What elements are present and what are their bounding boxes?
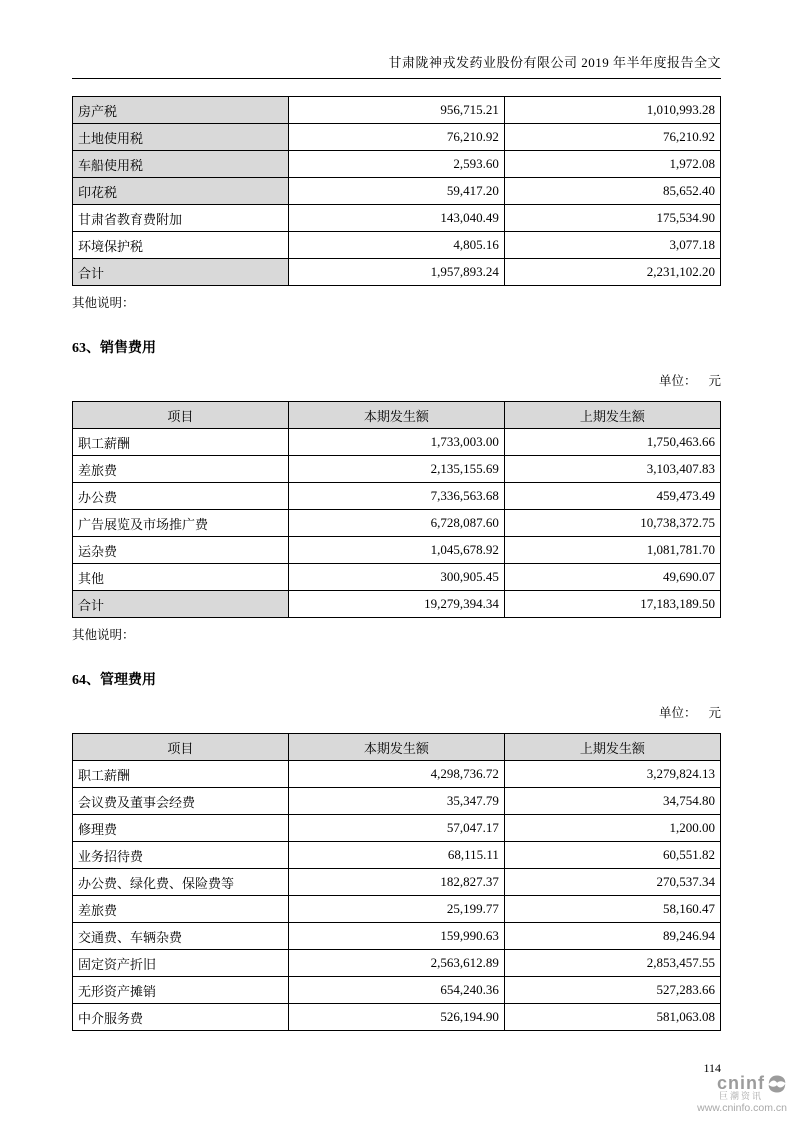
cninfo-watermark bbox=[697, 1074, 787, 1114]
cninfo-url: www.cninfo.com.cn bbox=[697, 1101, 787, 1114]
current-amount-cell: 4,298,736.72 bbox=[288, 761, 504, 788]
current-amount-cell: 4,805.16 bbox=[288, 232, 504, 259]
table-row bbox=[73, 151, 721, 178]
row-label-cell: 办公费 bbox=[73, 483, 289, 510]
unit-value: 元 bbox=[708, 706, 721, 720]
tax-surcharges-table bbox=[72, 96, 721, 286]
row-label-cell: 业务招待费 bbox=[73, 842, 289, 869]
unit-line-63 bbox=[72, 371, 721, 389]
row-label-cell: 职工薪酬 bbox=[73, 429, 289, 456]
prior-amount-cell: 1,010,993.28 bbox=[504, 97, 720, 124]
table-row bbox=[73, 896, 721, 923]
table-row bbox=[73, 510, 721, 537]
table-row bbox=[73, 178, 721, 205]
prior-amount-cell: 10,738,372.75 bbox=[504, 510, 720, 537]
prior-amount-cell: 2,231,102.20 bbox=[504, 259, 720, 286]
prior-amount-cell: 270,537.34 bbox=[504, 869, 720, 896]
current-amount-cell: 159,990.63 bbox=[288, 923, 504, 950]
prior-amount-cell: 76,210.92 bbox=[504, 124, 720, 151]
prior-amount-cell: 3,103,407.83 bbox=[504, 456, 720, 483]
row-label-cell: 运杂费 bbox=[73, 537, 289, 564]
column-header-item: 项目 bbox=[73, 402, 289, 429]
column-header-prior: 上期发生额 bbox=[504, 734, 720, 761]
prior-amount-cell: 3,077.18 bbox=[504, 232, 720, 259]
cninfo-brand-text: cninf bbox=[717, 1073, 765, 1094]
table-header-row bbox=[73, 402, 721, 429]
row-label-cell: 交通费、车辆杂费 bbox=[73, 923, 289, 950]
row-label-cell: 土地使用税 bbox=[73, 124, 289, 151]
table-row bbox=[73, 456, 721, 483]
unit-label: 单位： bbox=[658, 706, 697, 720]
section-63-title: 63、销售费用 bbox=[72, 341, 156, 356]
current-amount-cell: 6,728,087.60 bbox=[288, 510, 504, 537]
table-row bbox=[73, 815, 721, 842]
page-number: 114 bbox=[703, 1061, 721, 1075]
table-row bbox=[73, 923, 721, 950]
current-amount-cell: 182,827.37 bbox=[288, 869, 504, 896]
table-row bbox=[73, 977, 721, 1004]
prior-amount-cell: 85,652.40 bbox=[504, 178, 720, 205]
row-label-cell: 无形资产摊销 bbox=[73, 977, 289, 1004]
table-row bbox=[73, 97, 721, 124]
current-amount-cell: 2,135,155.69 bbox=[288, 456, 504, 483]
prior-amount-cell: 3,279,824.13 bbox=[504, 761, 720, 788]
other-note: 其他说明： bbox=[72, 296, 135, 310]
prior-amount-cell: 34,754.80 bbox=[504, 788, 720, 815]
document-header bbox=[72, 0, 721, 79]
current-amount-cell: 526,194.90 bbox=[288, 1004, 504, 1031]
row-label-cell: 甘肃省教育费附加 bbox=[73, 205, 289, 232]
table-row bbox=[73, 564, 721, 591]
table-row bbox=[73, 1004, 721, 1031]
current-amount-cell: 19,279,394.34 bbox=[288, 591, 504, 618]
row-label-cell: 修理费 bbox=[73, 815, 289, 842]
prior-amount-cell: 17,183,189.50 bbox=[504, 591, 720, 618]
column-header-prior: 上期发生额 bbox=[504, 402, 720, 429]
prior-amount-cell: 2,853,457.55 bbox=[504, 950, 720, 977]
current-amount-cell: 1,733,003.00 bbox=[288, 429, 504, 456]
prior-amount-cell: 581,063.08 bbox=[504, 1004, 720, 1031]
table-header-row bbox=[73, 734, 721, 761]
row-label-cell: 差旅费 bbox=[73, 456, 289, 483]
current-amount-cell: 300,905.45 bbox=[288, 564, 504, 591]
current-amount-cell: 143,040.49 bbox=[288, 205, 504, 232]
table-row bbox=[73, 483, 721, 510]
prior-amount-cell: 58,160.47 bbox=[504, 896, 720, 923]
current-amount-cell: 68,115.11 bbox=[288, 842, 504, 869]
current-amount-cell: 57,047.17 bbox=[288, 815, 504, 842]
current-amount-cell: 654,240.36 bbox=[288, 977, 504, 1004]
current-amount-cell: 25,199.77 bbox=[288, 896, 504, 923]
current-amount-cell: 2,593.60 bbox=[288, 151, 504, 178]
table-row bbox=[73, 591, 721, 618]
current-amount-cell: 76,210.92 bbox=[288, 124, 504, 151]
row-label-cell: 车船使用税 bbox=[73, 151, 289, 178]
prior-amount-cell: 49,690.07 bbox=[504, 564, 720, 591]
current-amount-cell: 1,045,678.92 bbox=[288, 537, 504, 564]
prior-amount-cell: 1,750,463.66 bbox=[504, 429, 720, 456]
table-row bbox=[73, 429, 721, 456]
page-content bbox=[72, 0, 721, 1076]
selling-expenses-table bbox=[72, 401, 721, 618]
unit-label: 单位： bbox=[658, 374, 697, 388]
row-label-cell: 房产税 bbox=[73, 97, 289, 124]
unit-value: 元 bbox=[708, 374, 721, 388]
other-note: 其他说明： bbox=[72, 628, 135, 642]
prior-amount-cell: 89,246.94 bbox=[504, 923, 720, 950]
row-label-cell: 广告展览及市场推广费 bbox=[73, 510, 289, 537]
prior-amount-cell: 175,534.90 bbox=[504, 205, 720, 232]
row-label-cell: 合计 bbox=[73, 591, 289, 618]
row-label-cell: 印花税 bbox=[73, 178, 289, 205]
column-header-current: 本期发生额 bbox=[288, 734, 504, 761]
column-header-current: 本期发生额 bbox=[288, 402, 504, 429]
prior-amount-cell: 1,972.08 bbox=[504, 151, 720, 178]
current-amount-cell: 59,417.20 bbox=[288, 178, 504, 205]
prior-amount-cell: 527,283.66 bbox=[504, 977, 720, 1004]
table-row bbox=[73, 537, 721, 564]
table-row bbox=[73, 950, 721, 977]
prior-amount-cell: 1,081,781.70 bbox=[504, 537, 720, 564]
current-amount-cell: 35,347.79 bbox=[288, 788, 504, 815]
section-64-title: 64、管理费用 bbox=[72, 673, 156, 688]
table-row bbox=[73, 232, 721, 259]
unit-line-64 bbox=[72, 703, 721, 721]
table-row bbox=[73, 124, 721, 151]
row-label-cell: 环境保护税 bbox=[73, 232, 289, 259]
table-row bbox=[73, 869, 721, 896]
row-label-cell: 差旅费 bbox=[73, 896, 289, 923]
table-row bbox=[73, 761, 721, 788]
table-row bbox=[73, 788, 721, 815]
current-amount-cell: 1,957,893.24 bbox=[288, 259, 504, 286]
row-label-cell: 办公费、绿化费、保险费等 bbox=[73, 869, 289, 896]
header-title: 甘肃陇神戎发药业股份有限公司 2019 年半年度报告全文 bbox=[388, 55, 721, 70]
column-header-item: 项目 bbox=[73, 734, 289, 761]
row-label-cell: 固定资产折旧 bbox=[73, 950, 289, 977]
cninfo-chinese-name: 巨潮资讯 bbox=[718, 1090, 763, 1101]
cninfo-swirl-icon bbox=[767, 1074, 787, 1094]
row-label-cell: 其他 bbox=[73, 564, 289, 591]
row-label-cell: 会议费及董事会经费 bbox=[73, 788, 289, 815]
current-amount-cell: 7,336,563.68 bbox=[288, 483, 504, 510]
current-amount-cell: 956,715.21 bbox=[288, 97, 504, 124]
row-label-cell: 中介服务费 bbox=[73, 1004, 289, 1031]
prior-amount-cell: 1,200.00 bbox=[504, 815, 720, 842]
admin-expenses-table bbox=[72, 733, 721, 1031]
prior-amount-cell: 60,551.82 bbox=[504, 842, 720, 869]
table-row bbox=[73, 205, 721, 232]
table-row bbox=[73, 259, 721, 286]
table-row bbox=[73, 842, 721, 869]
current-amount-cell: 2,563,612.89 bbox=[288, 950, 504, 977]
row-label-cell: 职工薪酬 bbox=[73, 761, 289, 788]
row-label-cell: 合计 bbox=[73, 259, 289, 286]
prior-amount-cell: 459,473.49 bbox=[504, 483, 720, 510]
